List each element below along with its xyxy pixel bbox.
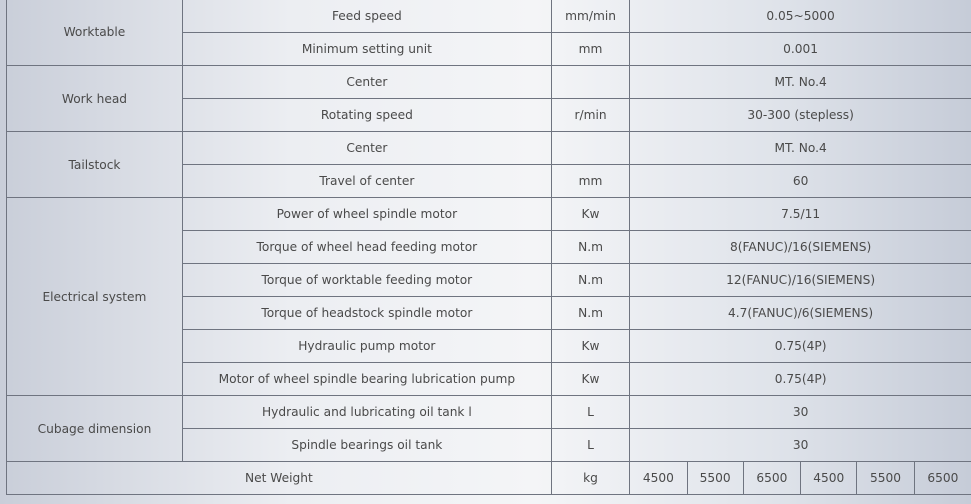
unit-cell: mm — [551, 165, 629, 198]
unit-cell: L — [551, 396, 629, 429]
unit-cell: N.m — [551, 264, 629, 297]
item-cell: Torque of worktable feeding motor — [182, 264, 551, 297]
table-row — [7, 66, 971, 99]
unit-cell: N.m — [551, 297, 629, 330]
unit-cell: mm — [551, 33, 629, 66]
value-cell: 60 — [630, 165, 971, 198]
item-cell: Spindle bearings oil tank — [182, 429, 551, 462]
table-row — [7, 198, 971, 231]
net-weight-value: 6500 — [743, 462, 800, 495]
net-weight-label: Net Weight — [7, 462, 552, 495]
value-cell: 0.001 — [630, 33, 971, 66]
item-cell: Travel of center — [182, 165, 551, 198]
value-cell: 30 — [630, 429, 971, 462]
spec-table — [6, 0, 971, 495]
value-cell: 7.5/11 — [630, 198, 971, 231]
unit-cell: Kw — [551, 363, 629, 396]
value-cell: 12(FANUC)/16(SIEMENS) — [630, 264, 971, 297]
unit-cell: N.m — [551, 231, 629, 264]
item-cell: Center — [182, 66, 551, 99]
item-cell: Hydraulic and lubricating oil tank l — [182, 396, 551, 429]
net-weight-value: 4500 — [801, 462, 857, 495]
item-cell: Minimum setting unit — [182, 33, 551, 66]
net-weight-value: 5500 — [687, 462, 743, 495]
group-label-cell: Tailstock — [7, 132, 183, 198]
unit-cell: r/min — [551, 99, 629, 132]
value-cell: MT. No.4 — [630, 66, 971, 99]
value-cell: 0.05~5000 — [630, 0, 971, 33]
item-cell: Hydraulic pump motor — [182, 330, 551, 363]
value-cell: 30-300 (stepless) — [630, 99, 971, 132]
group-label-cell: Electrical system — [7, 198, 183, 396]
net-weight-value: 6500 — [914, 462, 971, 495]
value-cell: 8(FANUC)/16(SIEMENS) — [630, 231, 971, 264]
group-label-cell: Cubage dimension — [7, 396, 183, 462]
item-cell: Rotating speed — [182, 99, 551, 132]
net-weight-row — [7, 462, 971, 495]
value-cell: MT. No.4 — [630, 132, 971, 165]
item-cell: Torque of wheel head feeding motor — [182, 231, 551, 264]
spec-table-body — [7, 0, 971, 495]
unit-cell: L — [551, 429, 629, 462]
unit-cell — [551, 66, 629, 99]
value-cell: 4.7(FANUC)/6(SIEMENS) — [630, 297, 971, 330]
net-weight-value: 5500 — [857, 462, 914, 495]
table-row — [7, 132, 971, 165]
net-weight-value: 4500 — [630, 462, 687, 495]
value-cell: 30 — [630, 396, 971, 429]
unit-cell — [551, 132, 629, 165]
item-cell: Power of wheel spindle motor — [182, 198, 551, 231]
group-label-cell: Work head — [7, 66, 183, 132]
item-cell: Motor of wheel spindle bearing lubrication pump — [182, 363, 551, 396]
net-weight-unit: kg — [551, 462, 629, 495]
unit-cell: mm/min — [551, 0, 629, 33]
table-row — [7, 0, 971, 33]
table-row — [7, 396, 971, 429]
item-cell: Center — [182, 132, 551, 165]
group-label-cell: Worktable — [7, 0, 183, 66]
value-cell: 0.75(4P) — [630, 363, 971, 396]
item-cell: Torque of headstock spindle motor — [182, 297, 551, 330]
unit-cell: Kw — [551, 330, 629, 363]
item-cell: Feed speed — [182, 0, 551, 33]
unit-cell: Kw — [551, 198, 629, 231]
value-cell: 0.75(4P) — [630, 330, 971, 363]
